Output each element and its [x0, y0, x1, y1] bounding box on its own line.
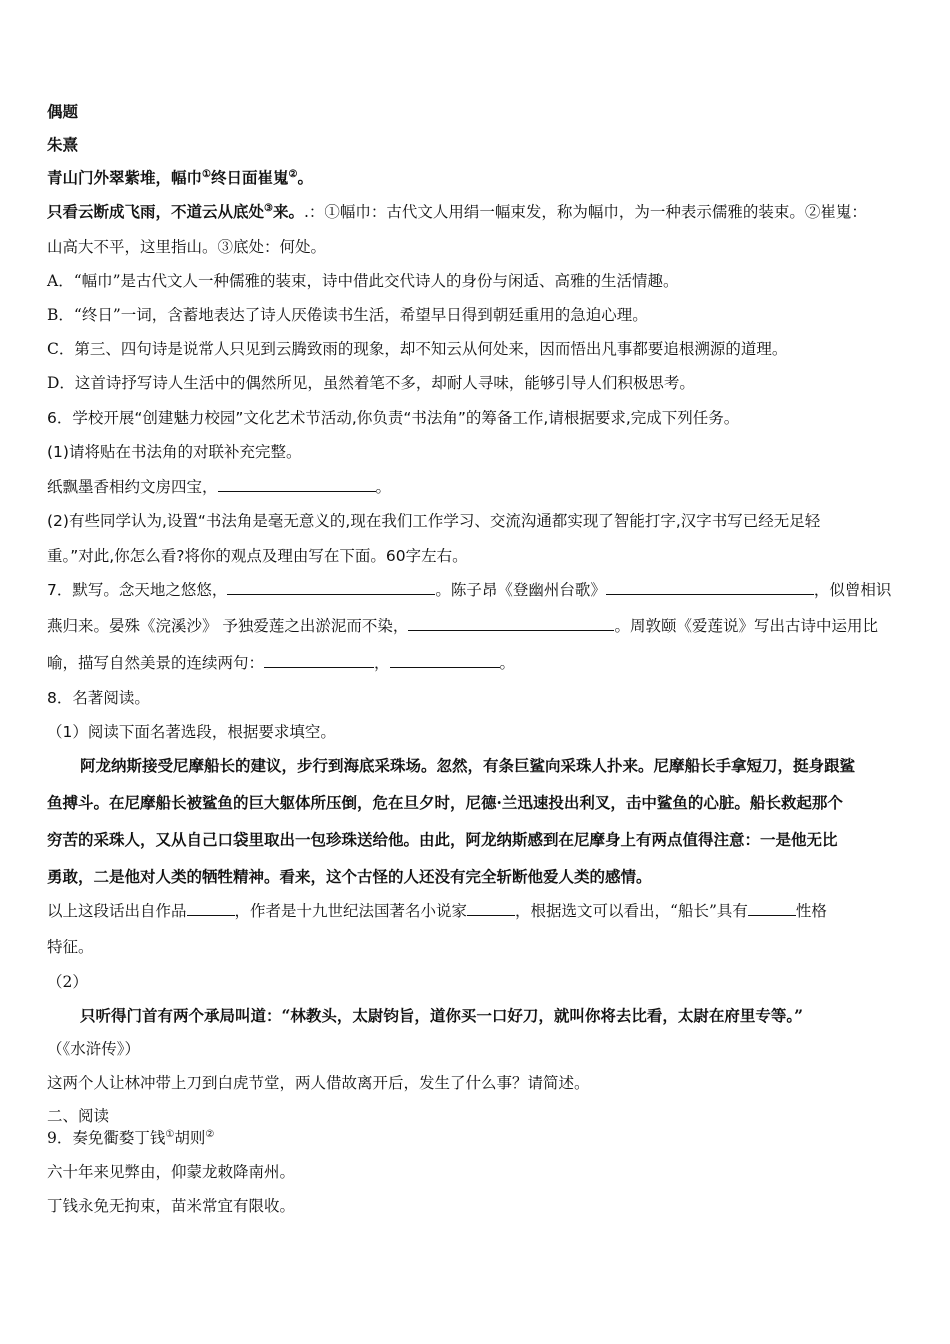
- answer-blank[interactable]: [218, 477, 376, 492]
- fill-in-question: 以上这段话出自作品 ，作者是十九世纪法国著名小说家 ，根据选文可以看出，“船长”具有 性格: [47, 902, 827, 920]
- poem-title: 偶题: [47, 102, 79, 121]
- excerpt-line: 鱼搏斗。在尼摩船长被鲨鱼的巨大躯体所压倒，危在旦夕时，尼德·兰迅速投出利叉，击中鲨鱼的心脏。船长救起那个: [47, 793, 843, 812]
- option-b: B．“终日”一词，含蓄地表达了诗人厌倦读书生活，希望早日得到朝廷重用的急迫心理。: [47, 306, 648, 324]
- poem-line: 丁钱永免无拘束，苗米常宜有限收。: [47, 1197, 296, 1215]
- question-7-last: 喻，描写自然美景的连续两句： ， 。: [47, 654, 516, 672]
- answer-blank[interactable]: [408, 616, 614, 631]
- notes-continued: 山高大不平，这里指山。③底处：何处。: [47, 238, 327, 256]
- question-8-part-2-prompt: 这两个人让林冲带上刀到白虎节堂，两人借故离开后，发生了什么事？请简述。: [47, 1074, 590, 1092]
- fill-in-question-continued: 特征。: [47, 938, 94, 956]
- excerpt-line: 穷苦的采珠人，又从自己口袋里取出一包珍珠送给他。由此，阿龙纳斯感到在尼摩身上有两点值得注意：一是他无比: [47, 830, 838, 849]
- question-6-part-2-continued: 重。”对此,你怎么看?将你的观点及理由写在下面。60字左右。: [47, 547, 468, 565]
- excerpt-source: （《水浒传》）: [47, 1040, 141, 1058]
- excerpt-line: 勇敢，二是他对人类的牺牲精神。看来，这个古怪的人还没有完全斩断他爱人类的感情。: [47, 867, 652, 886]
- poem-author: 朱熹: [47, 135, 79, 154]
- answer-blank[interactable]: [467, 901, 515, 916]
- answer-blank[interactable]: [390, 653, 500, 668]
- answer-blank[interactable]: [227, 580, 435, 595]
- poem-line-1: 青山门外翠紫堆，幅巾①终日面崔嵬②。: [47, 168, 313, 187]
- question-8: 8．名著阅读。: [47, 689, 150, 707]
- question-6: 6．学校开展“创建魅力校园”文化艺术节活动,你负责“书法角”的筹备工作,请根据要求,完成下列任务。: [47, 409, 740, 427]
- poem-line: 六十年来见弊由，仰蒙龙敕降南州。: [47, 1163, 296, 1181]
- option-d: D．这首诗抒写诗人生活中的偶然所见，虽然着笔不多，却耐人寻味，能够引导人们积极思考。: [47, 374, 695, 392]
- excerpt-line: 阿龙纳斯接受尼摩船长的建议，步行到海底采珠场。忽然，有条巨鲨向采珠人扑来。尼摩船长手拿短刀，挺身跟鲨: [80, 756, 856, 775]
- answer-blank[interactable]: [264, 653, 374, 668]
- answer-blank[interactable]: [748, 901, 796, 916]
- option-c: C．第三、四句诗是说常人只见到云腾致雨的现象，却不知云从何处来，因而悟出凡事都要追根溯源的道理。: [47, 340, 788, 358]
- poem-line-2-with-notes: 只看云断成飞雨，不道云从底处③来。.：①幅巾：古代文人用绢一幅束发，称为幅巾，为一种表示儒雅的装束。②崔嵬：: [47, 202, 867, 221]
- answer-blank[interactable]: [187, 901, 235, 916]
- option-a: A．“幅巾”是古代文人一种儒雅的装束，诗中借此交代诗人的身份与闲适、高雅的生活情趣。: [47, 272, 679, 290]
- question-7: 7．默写。念天地之悠悠， 。陈子昂《登幽州台歌》 ，似曾相识: [47, 581, 892, 599]
- section-heading: 二、阅读: [47, 1107, 110, 1125]
- couplet-line: 纸飘墨香相约文房四宝， 。: [47, 478, 392, 496]
- question-9-title: 9．奏免衢婺丁钱①胡则②: [47, 1128, 215, 1147]
- question-7-continued: 燕归来。晏殊《浣溪沙》 予独爱莲之出淤泥而不染， 。周敦颐《爱莲说》写出古诗中运用比: [47, 617, 878, 635]
- excerpt-shuihu: 只听得门首有两个承局叫道：“林教头，太尉钧旨，道你买一口好刀，就叫你将去比看，太尉在府里专等。”: [80, 1006, 804, 1025]
- question-6-part-2: (2)有些同学认为,设置“书法角是毫无意义的,现在我们工作学习、交流沟通都实现了智能打字,汉字书写已经无足轻: [47, 512, 821, 530]
- question-8-part-1: （1）阅读下面名著选段，根据要求填空。: [47, 723, 336, 741]
- question-8-part-2: （2）: [47, 973, 88, 991]
- answer-blank[interactable]: [606, 580, 814, 595]
- question-6-part-1: (1)请将贴在书法角的对联补充完整。: [47, 443, 302, 461]
